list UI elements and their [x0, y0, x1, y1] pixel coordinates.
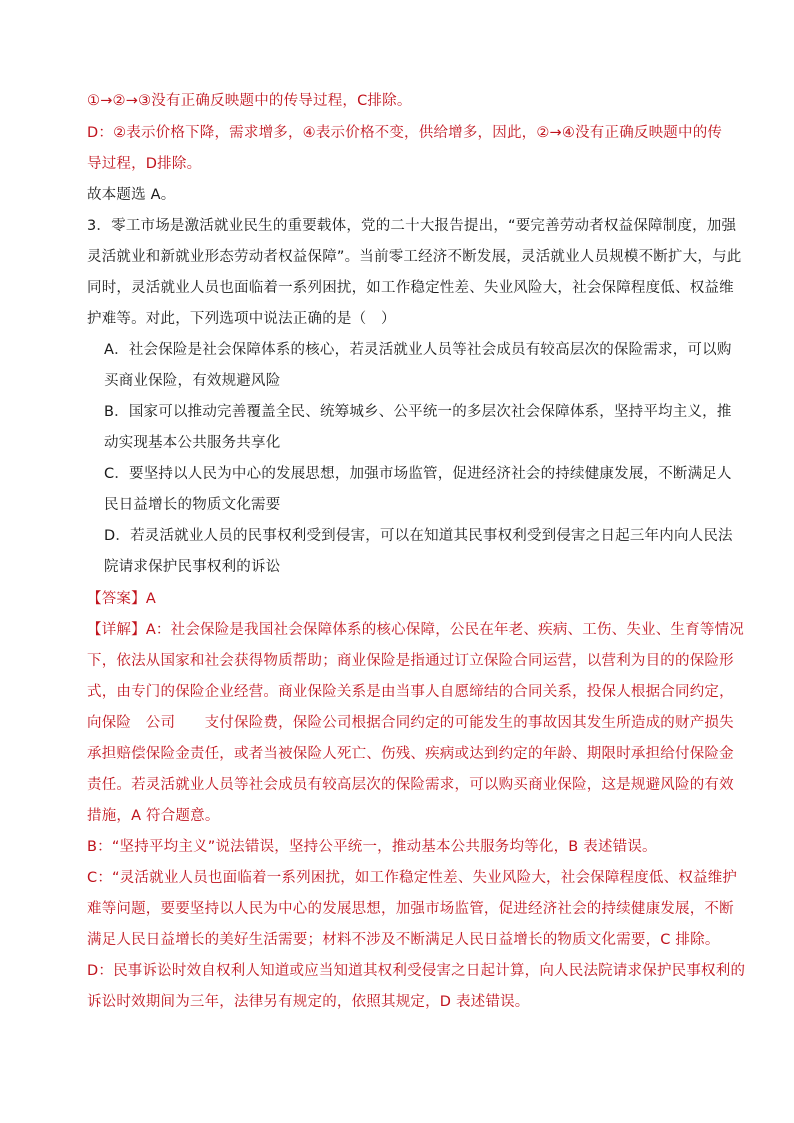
detail-line: 措施，A 符合题意。 — [87, 808, 220, 824]
answer-line — [87, 589, 156, 609]
option-b: 动实现基本公共服务共享化 — [104, 435, 281, 451]
detail-line-c: C：“灵活就业人员也面临着一系列困扰，如工作稳定性差、失业风险大，社会保障程度低、权益维护 — [87, 870, 738, 886]
detail-line-d: 诉讼时效期间为三年，法律另有规定的，依照其规定，D 表述错误。 — [87, 994, 530, 1010]
detail-line-b: B：“坚持平均主义”说法错误，坚持公平统一，推动基本公共服务均等化，B 表述错误。 — [87, 839, 657, 855]
detail-line: 承担赔偿保险金责任，或者当被保险人死亡、伤残、疾病或达到约定的年龄、期限时承担给付保险金 — [87, 746, 734, 762]
analysis-line: D：②表示价格下降，需求增多，④表示价格不变，供给增多，因此，②→④没有正确反映题中的传 — [87, 125, 723, 141]
detail-label: 【详解】 — [87, 622, 146, 638]
conclusion-line: 故本题选 A。 — [87, 187, 176, 203]
detail-line-d: D：民事诉讼时效自权利人知道或应当知道其权利受侵害之日起计算，向人民法院请求保护民事权利的 — [87, 963, 746, 979]
question-stem: 同时，灵活就业人员也面临着一系列困扰，如工作稳定性差、失业风险大，社会保障程度低、权益维 — [87, 280, 734, 296]
analysis-line: 导过程，D排除。 — [87, 156, 202, 172]
detail-line-c: 难等问题，要要坚持以人民为中心的发展思想，加强市场监管，促进经济社会的持续健康发展，不断 — [87, 901, 734, 917]
question-stem: 护难等。对此，下列选项中说法正确的是（ ） — [87, 311, 396, 327]
detail-line: 式，由专门的保险企业经营。商业保险关系是由当事人自愿缔结的合同关系，投保人根据合同约定， — [87, 684, 734, 700]
question-stem: 3．零工市场是激活就业民生的重要载体，党的二十大报告提出，“要完善劳动者权益保障制度，加强 — [87, 218, 737, 234]
question-stem: 灵活就业和新就业形态劳动者权益保障”。当前零工经济不断发展，灵活就业人员规模不断扩大，与此 — [87, 249, 742, 265]
option-a: 买商业保险，有效规避风险 — [104, 373, 281, 389]
detail-line: 【详解】A：社会保险是我国社会保障体系的核心保障，公民在年老、疾病、工伤、失业、生育等情况 — [87, 622, 744, 638]
detail-line: 责任。若灵活就业人员等社会成员有较高层次的保险需求，可以购买商业保险，这是规避风险的有效 — [87, 777, 734, 793]
option-c: C．要坚持以人民为中心的发展思想，加强市场监管，促进经济社会的持续健康发展，不断满足人 — [104, 466, 732, 482]
detail-line: 下，依法从国家和社会获得物质帮助；商业保险是指通过订立保险合同运营，以营利为目的的保险形 — [87, 653, 734, 669]
option-a: A．社会保险是社会保障体系的核心，若灵活就业人员等社会成员有较高层次的保险需求，可以购 — [104, 342, 732, 358]
option-b: B．国家可以推动完善覆盖全民、统筹城乡、公平统一的多层次社会保障体系，坚持平均主义，推 — [104, 404, 732, 420]
option-d: 院请求保护民事权利的诉讼 — [104, 559, 281, 575]
analysis-line: ①→②→③没有正确反映题中的传导过程，C排除。 — [87, 93, 412, 109]
option-c: 民日益增长的物质文化需要 — [104, 497, 281, 513]
detail-line-c: 满足人民日益增长的美好生活需要；材料不涉及不断满足人民日益增长的物质文化需要，C 排除。 — [87, 932, 720, 948]
answer-label: 【答案】 — [87, 591, 146, 607]
answer-value: A — [145, 591, 156, 607]
detail-line: 向保险 公司 支付保险费，保险公司根据合同约定的可能发生的事故因其发生所造成的财产损失 — [87, 715, 734, 731]
option-d: D．若灵活就业人员的民事权利受到侵害，可以在知道其民事权利受到侵害之日起三年内向人民法 — [104, 528, 733, 544]
